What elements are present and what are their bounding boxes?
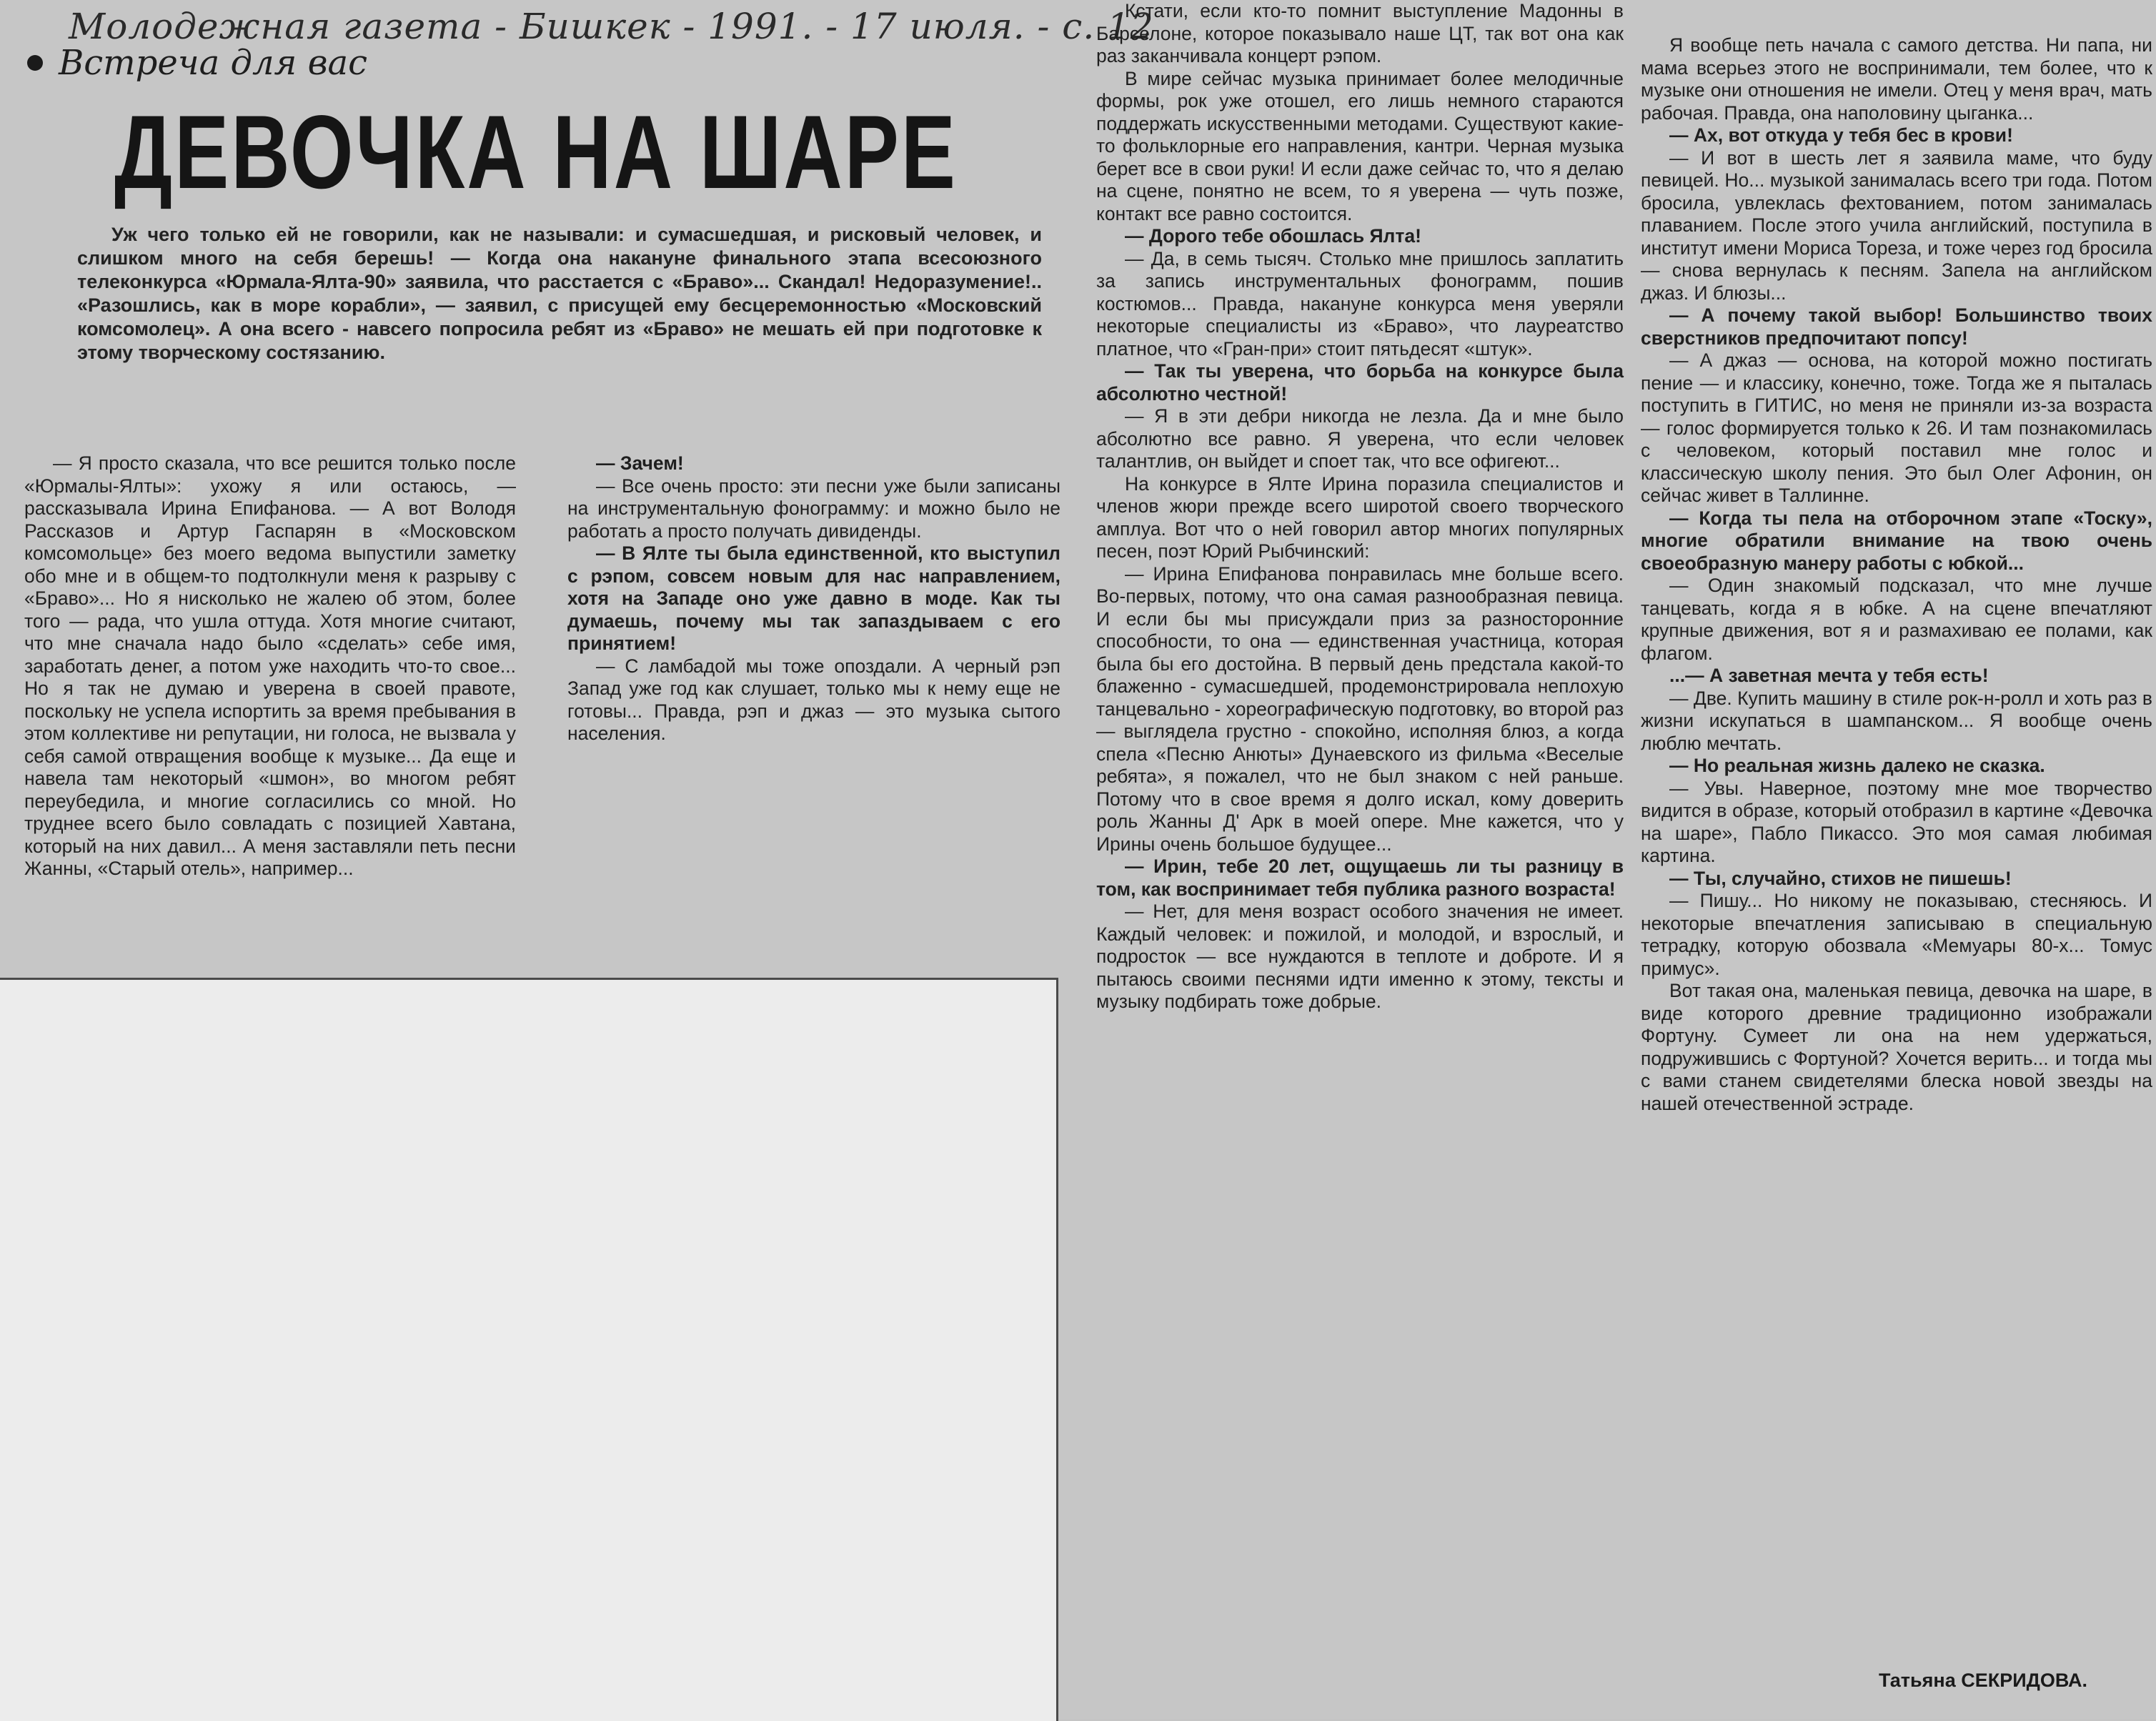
paragraph: — Нет, для меня возраст особого значения не имеет. Каждый человек: и пожилой, и молодой, и взрослый, и подросток — все нуждаются в теплоте и доброте. И я пытаюсь своими песнями идти именно к этому, тексты и музыку подбирать тоже добрые. [1096,901,1624,1012]
article-column-2 [567,452,1060,745]
rubric-label: Встреча для вас [59,43,367,83]
paragraph: Вот такая она, маленькая певица, девочка на шаре, в виде которого древние традиционно изображали Фортуну. Сумеет ли она на нем удержаться, подружившись с Фортуной? Хочется верить... и тогда мы с вами станем свидетелями блеска новой звезды на нашей отечественной эстраде. [1641,980,2152,1114]
paragraph: В мире сейчас музыка принимает более мелодичные формы, рок уже отошел, его лишь немного стараются поддержать искусственными методами. Существуют какие-то фольклорные его направления, кантри. Черная музыка берет все в свои руки! И если даже сейчас то, что я делаю на сцене, понятно не всем, то я уверена — чуть позже, контакт все равно состоится. [1096,67,1624,224]
author-signature: Татьяна СЕКРИДОВА. [1878,1670,2087,1691]
paragraph: — Да, в семь тысяч. Столько мне пришлось заплатить за запись инструментальных фонограмм, пошив костюмов... Правда, накануне конкурса меня уверяли некоторые специалисты из «Браво», что лауреатство платное, что «Гран-при» стоит пятьдесят «штук». [1096,247,1624,359]
bullet-icon [27,55,43,71]
blank-paper-area [0,978,1058,1721]
paragraph: Я вообще петь начала с самого детства. Ни папа, ни мама всерьез этого не воспринимали, тем более, что к музыке они отношения не имели. Отец у меня врач, мать рабочая. Правда, она наполовину цыганка... [1641,34,2152,124]
interview-question: ...— А заветная мечта у тебя есть! [1669,665,1989,686]
interview-question: — А почему такой выбор! Большинство твоих сверстников предпочитают попсу! [1641,304,2152,349]
article-headline: ДЕВОЧКА НА ШАРЕ [114,94,958,210]
interview-question: — Но реальная жизнь далеко не сказка. [1669,755,2045,776]
interview-question: — Зачем! [596,452,684,474]
paragraph: — А джаз — основа, на которой можно постигать пение — и классику, конечно, тоже. Тогда же я пыталась поступить в ГИТИС, но меня не приняли из-за возраста — голос формируется только к 26. И там познакомилась с человеком, который поставил мне голос и классическую школу пения. Это был Олег Афонин, он сейчас живет в Таллинне. [1641,349,2152,506]
paragraph: — Увы. Наверное, поэтому мне мое творчество видится в образе, который отобразил в картине «Девочка на шаре», Пабло Пикассо. Это моя самая любимая картина. [1641,777,2152,866]
paragraph: На конкурсе в Ялте Ирина поразила специалистов и членов жюри прежде всего широтой своего творческого амплуа. Вот что о ней говорил автор многих популярных песен, поэт Юрий Рыбчинский: [1096,472,1624,562]
interview-question: — Дорого тебе обошлась Ялта! [1125,225,1421,247]
paragraph: Кстати, если кто-то помнит выступление Мадонны в Барселоне, которое показывало наше ЦТ, так вот она как раз заканчивала концерт рэпом. [1096,0,1624,66]
article-column-3 [1096,0,1624,1013]
interview-question: — Ах, вот откуда у тебя бес в крови! [1669,124,2013,146]
paragraph: — Ирина Епифанова понравилась мне больше всего. Во-первых, потому, что она самая разнообразная певица. И если бы мы присуждали приз за разносторонние способности, то она — единственная участница, которая была бы его достойна. В первый день предстала какой-то блаженно - сумасшедшей, продемонстрировала неплохую танцевально - хореографическую подготовку, во второй раз — выглядела грустно - спокойно, исполняя блюз, а когда спела «Песню Анюты» Дунаевского из фильма «Веселые ребята», я пожалел, что не был знаком с ней раньше. Потому что в свое время я долго искал, кому доверить роль Жанны Д' Арк в моей опере. Мне кажется, что у Ирины очень большое будущее... [1096,562,1624,855]
article-column-1 [24,452,516,881]
paragraph: — С ламбадой мы тоже опоздали. А черный рэп Запад уже год как слушает, только мы к нему еще не готовы... Правда, рэп и джаз — это музыка сытого населения. [567,655,1060,744]
paragraph: — Я в эти дебри никогда не лезла. Да и мне было абсолютно все равно. Я уверена, что если человек талантлив, он выйдет и споет так, что все офигеют... [1096,405,1624,472]
paragraph: — Две. Купить машину в стиле рок-н-ролл и хоть раз в жизни искупаться в шампанском... Я вообще очень люблю мечтать. [1641,687,2152,754]
interview-question: — Когда ты пела на отборочном этапе «Тоску», многие обратили внимание на твою очень своеобразную манеру работы с юбкой... [1641,507,2152,574]
paragraph: — Я просто сказала, что все решится только после «Юрмалы-Ялты»: ухожу я или остаюсь, — рассказывала Ирина Епифанова. — А вот Володя Рассказов и Артур Гаспарян в «Московском комсомольце» без моего ведома выпустили заметку обо мне и в общем-то подтолкнули меня к разрыву с «Браво»... Но я нисколько не жалею об этом, более того — рада, что ушла оттуда. Хотя многие считают, что мне сначала надо было «сделать» себе имя, заработать денег, а потом уже находить что-то свое... Но я так не думаю и уверена в своей правоте, поскольку не успела испортить за время пребывания в этом коллективе ни репутации, ни голоса, не вызвала у себя самой отвращения вообще к музыке... Да еще и навела там некоторый «шмон», во многом ребят переубедила, и многие согласились со мной. Но труднее всего было совладать с позицией Хавтана, который на них давил... А меня заставляли петь песни Жанны, «Старый отель», например... [24,452,516,879]
paragraph: — Один знакомый подсказал, что мне лучше танцевать, когда я в юбке. А на сцене впечатляют крупные движения, вот я и размахиваю ее полами, как флагом. [1641,575,2152,664]
article-lead: Уж чего только ей не говорили, как не называли: и сумасшедшая, и рисковый человек, и слишком много на себя берешь! — Когда она накануне финального этапа всесоюзного телеконкурса «Юрмала-Ялта-90» заявила, что расстается с «Браво»... Скандал! Недоразумение!.. «Разошлись, как в море корабли», — заявил, с присущей ему бесцеремонностью «Московский комсомолец». А она всего - навсего попросила ребят из «Браво» не мешать ей при подготовке к этому творческому состязанию. [77,224,1042,363]
interview-question: — Ирин, тебе 20 лет, ощущаешь ли ты разницу в том, как воспринимает тебя публика разного возраста! [1096,855,1624,900]
rubric [27,41,367,84]
paragraph: — Пишу... Но никому не показываю, стесняюсь. И некоторые впечатления записываю в специальную тетрадку, которую обозвала «Мемуары 80-х... Томус примус». [1641,890,2152,979]
interview-question: — В Ялте ты была единственной, кто выступил с рэпом, совсем новым для нас направлением, хотя на Западе оно уже давно в моде. Как ты думаешь, почему мы так запаздываем с его принятием! [567,542,1060,654]
handwritten-source-note: Молодежная газета - Бишкек - 1991. - 17 июля. - с. 12 [69,6,1154,47]
paragraph: — И вот в шесть лет я заявила маме, что буду певицей. Но... музыкой занималась всего три года. Потом бросила, увлеклась фехтованием, потом занималась плаванием. После этого учила английский, поступила в институт имени Мориса Тореза, и тоже через год бросила — снова вернулась к песням. Запела на английском джаз. И блюзы... [1641,147,2152,304]
interview-question: — Ты, случайно, стихов не пишешь! [1669,867,2012,889]
article-column-4 [1641,34,2152,1115]
paragraph: — Все очень просто: эти песни уже были записаны на инструментальную фонограмму: и можно было не работать а просто получать дивиденды. [567,475,1060,542]
interview-question: — Так ты уверена, что борьба на конкурсе была абсолютно честной! [1096,360,1624,405]
